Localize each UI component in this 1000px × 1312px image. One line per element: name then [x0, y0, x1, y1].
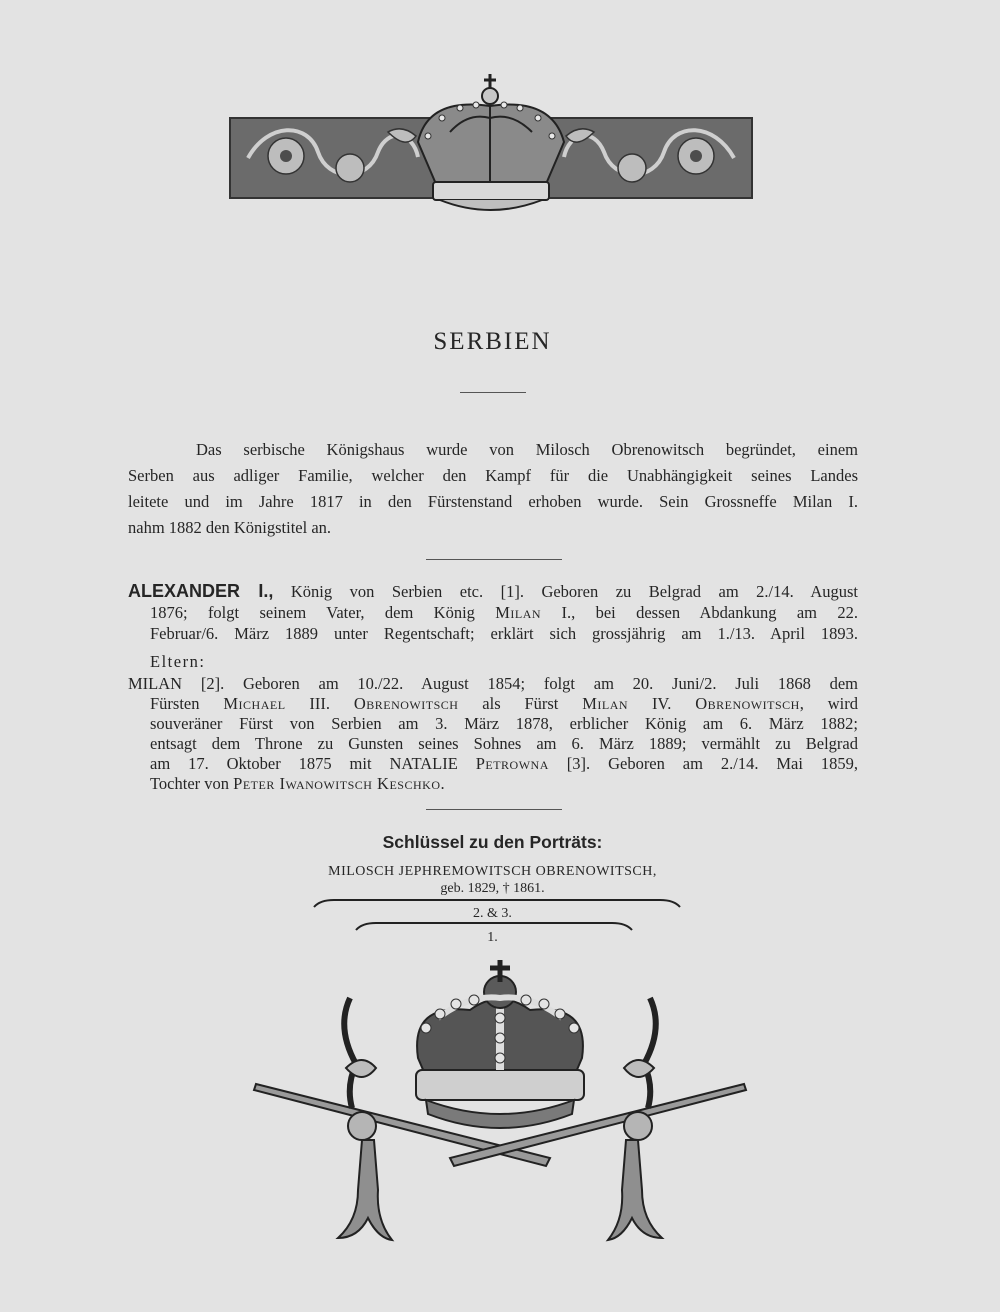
milan-line-4: entsagt dem Throne zu Gunsten seines Sohnes am 6. März 1889; vermählt zu Belgrad: [150, 734, 858, 753]
top-ornament-crown: [228, 72, 754, 218]
key-ancestor: MILOSCH JEPHREMOWITSCH OBRENOWITSCH,: [328, 864, 657, 879]
title-divider: [460, 392, 526, 393]
milan-name: Milan: [495, 603, 542, 622]
key-row-2: 1.: [487, 930, 498, 945]
milan-line-5: am 17. Oktober 1875 mit NATALIE Petrowna [3]. Geboren am 2./14. Mai 1859,: [150, 754, 859, 773]
alexander-line-1: [128, 581, 858, 602]
key-title: Schlüssel zu den Porträts:: [382, 832, 603, 852]
alexander-line-2: 1876; folgt seinem Vater, dem König Milan I., bei dessen Abdankung am 22.: [150, 603, 858, 622]
section-divider: [426, 559, 562, 560]
intro-line: Serben aus adliger Familie, welcher den Kampf für die Unabhängigkeit seines Landes: [128, 466, 858, 485]
intro-line: leitete und im Jahre 1817 in den Fürstenstand erhoben wurde. Sein Grossneffe Milan I.: [128, 492, 858, 511]
parents-label: Eltern:: [150, 652, 206, 671]
page-title: SERBIEN: [433, 328, 552, 355]
milan-line-1: MILAN [2]. Geboren am 10./22. August 1854; folgt am 20. Juni/2. Juli 1868 dem: [128, 674, 858, 693]
intro-paragraph: [128, 437, 858, 541]
key-row-1: 2. & 3.: [473, 906, 512, 921]
milan-line-2: Fürsten Michael III. Obrenowitsch als Fürst Milan IV. Obrenowitsch, wird: [150, 694, 859, 713]
milan-line-3: souveräner Fürst von Serbien am 3. März 1878, erblicher König am 6. März 1882;: [150, 714, 858, 733]
alexander-text: König von Serbien etc. [1]. Geboren zu Belgrad am 2./14. August: [290, 582, 858, 601]
key-ancestor-dates: geb. 1829, † 1861.: [440, 881, 545, 896]
intro-line: Das serbische Königshaus wurde von Milosch Obrenowitsch begründet, einem: [196, 440, 858, 459]
intro-line: nahm 1882 den Königstitel an.: [128, 518, 332, 537]
alexander-entry: [128, 581, 858, 644]
alexander-line-3: Februar/6. März 1889 unter Regentschaft; erklärt sich grossjährig am 1./13. April 1893.: [150, 624, 858, 643]
milan-entry: [128, 674, 858, 794]
section-divider: [426, 809, 562, 810]
alexander-name: ALEXANDER I.,: [128, 581, 274, 601]
crown-crossed-swords-emblem: [250, 958, 750, 1250]
milan-line-6: Tochter von Peter Iwanowitsch Keschko.: [150, 774, 445, 793]
